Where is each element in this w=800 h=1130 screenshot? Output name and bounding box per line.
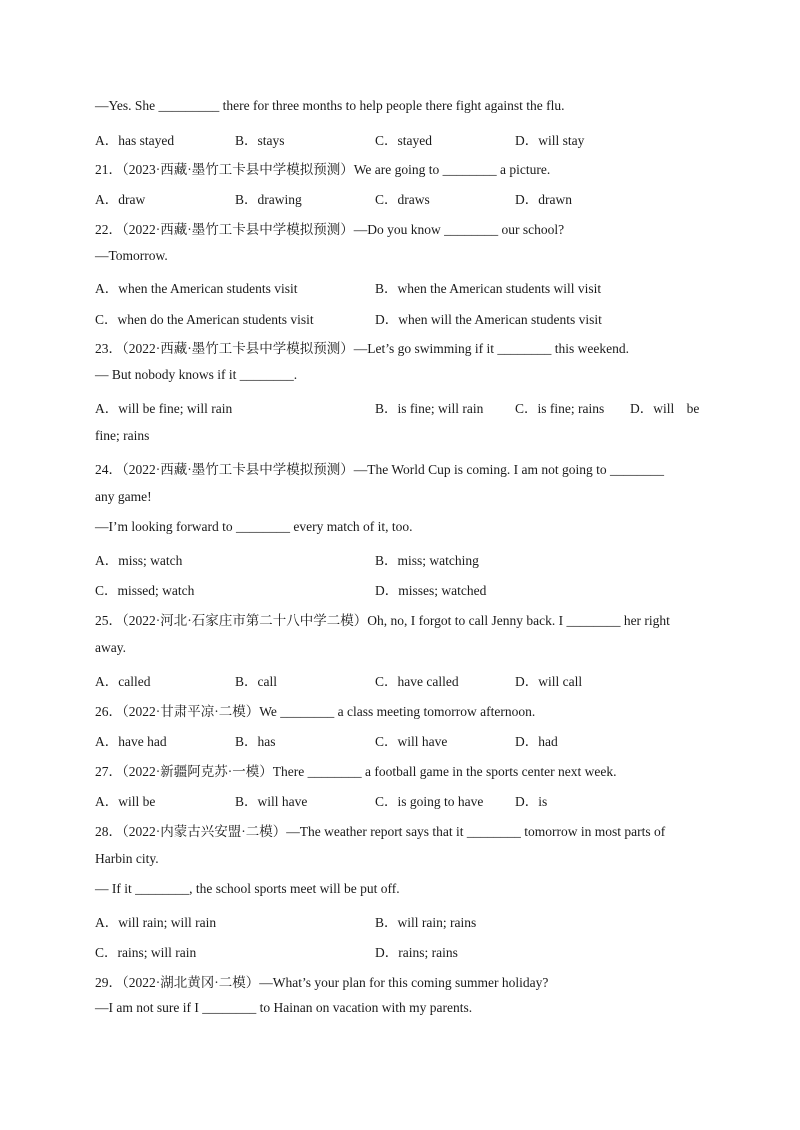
question-24: 24．（2022·西藏·墨竹工卡县中学模拟预测）—The World Cup is coming. I am not going to ________ [95,462,665,477]
question-28-reply: — If it ________, the school sports meet will be put off. [95,881,400,896]
question-25: 25．（2022·河北·石家庄市第二十八中学二模）Oh, no, I forgot to call Jenny back. I ________ her right [95,613,670,628]
q21-option-a: A．draw [95,192,146,207]
q24-option-a: A．miss; watch [95,553,183,568]
q28-option-c: C．rains; will rain [95,945,197,960]
question-20-dialogue: —Yes. She _________ there for three months to help people there fight against the flu. [95,98,565,113]
q27-option-a: A．will be [95,794,156,809]
q25-option-d: D．will call [515,674,583,689]
q20-option-a: A．has stayed [95,133,175,148]
question-22: 22．（2022·西藏·墨竹工卡县中学模拟预测）—Do you know ________ our school? [95,222,565,237]
q25-option-b: B．call [235,674,277,689]
q24-option-c: C．missed; watch [95,583,195,598]
q27-option-c: C．is going to have [375,794,484,809]
q28-option-b: B．will rain; rains [375,915,477,930]
q20-option-b: B．stays [235,133,285,148]
question-23-reply: — But nobody knows if it ________. [95,367,298,382]
q25-option-a: A．called [95,674,151,689]
q28-option-a: A．will rain; will rain [95,915,217,930]
q21-option-c: C．draws [375,192,430,207]
q22-option-a: A．when the American students visit [95,281,298,296]
q26-option-d: D．had [515,734,558,749]
question-21: 21．（2023·西藏·墨竹工卡县中学模拟预测）We are going to ________ a picture. [95,162,551,177]
question-26: 26．（2022·甘肃平凉·二模）We ________ a class meeting tomorrow afternoon. [95,704,536,719]
q20-option-c: C．stayed [375,133,432,148]
question-22-reply: —Tomorrow. [95,248,168,263]
q20-option-d: D．will stay [515,133,585,148]
q23-option-b: B．is fine; will rain [375,401,484,416]
q21-option-b: B．drawing [235,192,302,207]
q27-option-b: B．will have [235,794,308,809]
question-27: 27．（2022·新疆阿克苏·一模）There ________ a football game in the sports center next week. [95,764,617,779]
q23-option-a: A．will be fine; will rain [95,401,233,416]
q28-option-d: D．rains; rains [375,945,458,960]
q23-option-c: C．is fine; rains [515,401,605,416]
q26-option-b: B．has [235,734,276,749]
q26-option-a: A．have had [95,734,167,749]
question-25-continued: away. [95,640,126,655]
q24-option-d: D．misses; watched [375,583,487,598]
q23-option-d-continued: fine; rains [95,428,150,443]
q23-option-d: D．will be [630,401,700,416]
question-23: 23．（2022·西藏·墨竹工卡县中学模拟预测）—Let’s go swimming if it ________ this weekend. [95,341,629,356]
question-29: 29．（2022·湖北黄冈·二模）—What’s your plan for this coming summer holiday? [95,975,549,990]
question-28-continued: Harbin city. [95,851,159,866]
q22-option-b: B．when the American students will visit [375,281,602,296]
q22-option-d: D．when will the American students visit [375,312,602,327]
question-28: 28．（2022·内蒙古兴安盟·二模）—The weather report says that it ________ tomorrow in most parts of [95,824,666,839]
q26-option-c: C．will have [375,734,448,749]
question-24-continued: any game! [95,489,152,504]
question-24-reply: —I’m looking forward to ________ every match of it, too. [95,519,413,534]
q21-option-d: D．drawn [515,192,572,207]
q27-option-d: D．is [515,794,548,809]
question-29-reply: —I am not sure if I ________ to Hainan on vacation with my parents. [95,1000,473,1015]
q24-option-b: B．miss; watching [375,553,479,568]
q25-option-c: C．have called [375,674,459,689]
q22-option-c: C．when do the American students visit [95,312,314,327]
